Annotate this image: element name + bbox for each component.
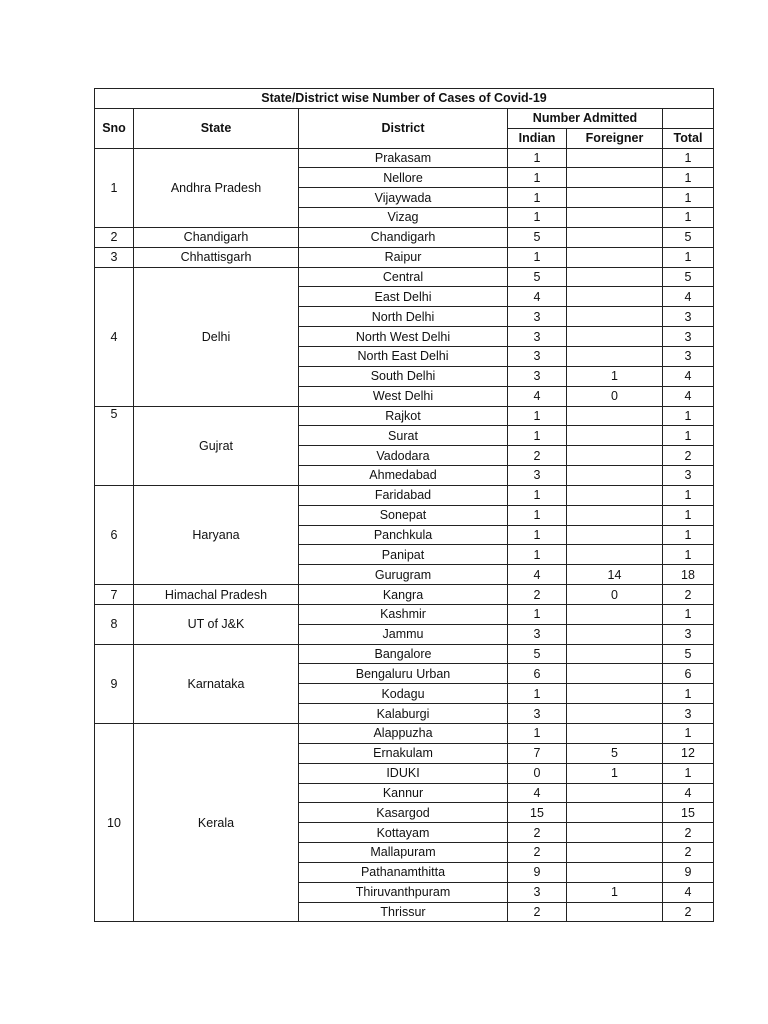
indian-count-cell: 3 [508, 366, 567, 386]
indian-count-cell: 1 [508, 485, 567, 505]
indian-count-cell: 0 [508, 763, 567, 783]
foreigner-count-cell: 14 [567, 565, 663, 585]
foreigner-count-cell [567, 327, 663, 347]
indian-count-cell: 6 [508, 664, 567, 684]
foreigner-count-cell: 1 [567, 366, 663, 386]
indian-count-cell: 1 [508, 406, 567, 426]
indian-count-cell: 1 [508, 604, 567, 624]
indian-count-cell: 7 [508, 743, 567, 763]
sno-cell: 7 [95, 585, 134, 605]
indian-count-cell: 3 [508, 307, 567, 327]
indian-count-cell: 4 [508, 386, 567, 406]
district-cell: Chandigarh [299, 227, 508, 247]
district-cell: Faridabad [299, 485, 508, 505]
table-row [95, 227, 714, 247]
foreigner-count-cell: 1 [567, 763, 663, 783]
foreigner-count-cell [567, 684, 663, 704]
total-count-cell: 1 [663, 763, 714, 783]
table-row [95, 644, 714, 664]
foreigner-count-cell [567, 843, 663, 863]
district-cell: Ernakulam [299, 743, 508, 763]
district-cell: Kangra [299, 585, 508, 605]
sno-cell: 9 [95, 644, 134, 723]
foreigner-count-cell [567, 485, 663, 505]
total-count-cell: 6 [663, 664, 714, 684]
district-cell: Surat [299, 426, 508, 446]
foreigner-count-cell [567, 664, 663, 684]
total-count-cell: 3 [663, 307, 714, 327]
district-cell: Alappuzha [299, 724, 508, 744]
district-cell: North Delhi [299, 307, 508, 327]
header-state: State [134, 108, 299, 148]
district-cell: Rajkot [299, 406, 508, 426]
total-count-cell: 1 [663, 485, 714, 505]
foreigner-count-cell [567, 426, 663, 446]
header-sno: Sno [95, 108, 134, 148]
district-cell: Mallapuram [299, 843, 508, 863]
indian-count-cell: 1 [508, 545, 567, 565]
foreigner-count-cell [567, 208, 663, 228]
foreigner-count-cell [567, 704, 663, 724]
foreigner-count-cell [567, 902, 663, 922]
total-count-cell: 5 [663, 227, 714, 247]
total-count-cell: 3 [663, 327, 714, 347]
district-cell: Kannur [299, 783, 508, 803]
district-cell: Prakasam [299, 148, 508, 168]
total-count-cell: 1 [663, 545, 714, 565]
total-count-cell: 2 [663, 823, 714, 843]
header-district: District [299, 108, 508, 148]
sno-cell: 10 [95, 724, 134, 922]
table-row [95, 485, 714, 505]
foreigner-count-cell [567, 346, 663, 366]
foreigner-count-cell [567, 466, 663, 486]
foreigner-count-cell [567, 862, 663, 882]
district-cell: Kodagu [299, 684, 508, 704]
table-row [95, 148, 714, 168]
district-cell: Sonepat [299, 505, 508, 525]
header-blank [663, 108, 714, 128]
total-count-cell: 1 [663, 426, 714, 446]
total-count-cell: 1 [663, 406, 714, 426]
indian-count-cell: 1 [508, 188, 567, 208]
indian-count-cell: 4 [508, 287, 567, 307]
foreigner-count-cell: 0 [567, 585, 663, 605]
district-cell: Bengaluru Urban [299, 664, 508, 684]
indian-count-cell: 4 [508, 783, 567, 803]
total-count-cell: 1 [663, 505, 714, 525]
indian-count-cell: 2 [508, 446, 567, 466]
foreigner-count-cell: 5 [567, 743, 663, 763]
foreigner-count-cell [567, 148, 663, 168]
header-indian: Indian [508, 128, 567, 148]
foreigner-count-cell [567, 644, 663, 664]
indian-count-cell: 1 [508, 525, 567, 545]
total-count-cell: 1 [663, 208, 714, 228]
indian-count-cell: 3 [508, 882, 567, 902]
total-count-cell: 1 [663, 247, 714, 267]
total-count-cell: 1 [663, 148, 714, 168]
district-cell: Panchkula [299, 525, 508, 545]
district-cell: Raipur [299, 247, 508, 267]
district-cell: Panipat [299, 545, 508, 565]
indian-count-cell: 3 [508, 346, 567, 366]
state-cell: Kerala [134, 724, 299, 922]
indian-count-cell: 3 [508, 624, 567, 644]
foreigner-count-cell [567, 188, 663, 208]
indian-count-cell: 4 [508, 565, 567, 585]
foreigner-count-cell [567, 168, 663, 188]
total-count-cell: 5 [663, 644, 714, 664]
indian-count-cell: 1 [508, 247, 567, 267]
foreigner-count-cell [567, 803, 663, 823]
indian-count-cell: 1 [508, 505, 567, 525]
district-cell: West Delhi [299, 386, 508, 406]
sno-cell: 8 [95, 604, 134, 644]
indian-count-cell: 5 [508, 644, 567, 664]
sno-cell: 4 [95, 267, 134, 406]
state-cell: Delhi [134, 267, 299, 406]
header-foreigner: Foreigner [567, 128, 663, 148]
foreigner-count-cell [567, 525, 663, 545]
total-count-cell: 4 [663, 366, 714, 386]
table-row [95, 267, 714, 287]
total-count-cell: 1 [663, 724, 714, 744]
total-count-cell: 4 [663, 882, 714, 902]
total-count-cell: 5 [663, 267, 714, 287]
total-count-cell: 15 [663, 803, 714, 823]
district-cell: Ahmedabad [299, 466, 508, 486]
district-cell: Jammu [299, 624, 508, 644]
state-cell: Andhra Pradesh [134, 148, 299, 227]
sno-cell: 6 [95, 485, 134, 584]
indian-count-cell: 3 [508, 704, 567, 724]
table-row [95, 247, 714, 267]
state-cell: Haryana [134, 485, 299, 584]
foreigner-count-cell: 0 [567, 386, 663, 406]
total-count-cell: 3 [663, 624, 714, 644]
total-count-cell: 2 [663, 843, 714, 863]
total-count-cell: 2 [663, 585, 714, 605]
state-cell: Chhattisgarh [134, 247, 299, 267]
district-cell: Kalaburgi [299, 704, 508, 724]
sno-cell: 2 [95, 227, 134, 247]
table-row [95, 724, 714, 744]
table-row [95, 604, 714, 624]
district-cell: North West Delhi [299, 327, 508, 347]
total-count-cell: 2 [663, 446, 714, 466]
district-cell: Vizag [299, 208, 508, 228]
total-count-cell: 4 [663, 386, 714, 406]
indian-count-cell: 2 [508, 585, 567, 605]
foreigner-count-cell [567, 227, 663, 247]
foreigner-count-cell [567, 724, 663, 744]
indian-count-cell: 1 [508, 168, 567, 188]
header-number-admitted: Number Admitted [508, 108, 663, 128]
district-cell: Bangalore [299, 644, 508, 664]
indian-count-cell: 2 [508, 823, 567, 843]
foreigner-count-cell [567, 446, 663, 466]
indian-count-cell: 1 [508, 148, 567, 168]
total-count-cell: 3 [663, 704, 714, 724]
foreigner-count-cell [567, 505, 663, 525]
district-cell: IDUKI [299, 763, 508, 783]
state-cell: Karnataka [134, 644, 299, 723]
covid-cases-table [94, 88, 714, 922]
indian-count-cell: 5 [508, 227, 567, 247]
foreigner-count-cell [567, 545, 663, 565]
state-cell: Gujrat [134, 406, 299, 485]
district-cell: South Delhi [299, 366, 508, 386]
district-cell: Thiruvanthpuram [299, 882, 508, 902]
indian-count-cell: 3 [508, 466, 567, 486]
district-cell: Kashmir [299, 604, 508, 624]
district-cell: Vadodara [299, 446, 508, 466]
total-count-cell: 1 [663, 684, 714, 704]
state-cell: Chandigarh [134, 227, 299, 247]
total-count-cell: 1 [663, 168, 714, 188]
total-count-cell: 1 [663, 188, 714, 208]
foreigner-count-cell [567, 287, 663, 307]
table-body [95, 148, 714, 922]
total-count-cell: 9 [663, 862, 714, 882]
foreigner-count-cell [567, 624, 663, 644]
foreigner-count-cell [567, 247, 663, 267]
total-count-cell: 1 [663, 604, 714, 624]
state-cell: UT of J&K [134, 604, 299, 644]
foreigner-count-cell [567, 783, 663, 803]
district-cell: Kasargod [299, 803, 508, 823]
sno-cell: 5 [95, 406, 134, 485]
total-count-cell: 18 [663, 565, 714, 585]
district-cell: Thrissur [299, 902, 508, 922]
foreigner-count-cell [567, 267, 663, 287]
total-count-cell: 4 [663, 287, 714, 307]
indian-count-cell: 1 [508, 426, 567, 446]
indian-count-cell: 3 [508, 327, 567, 347]
header-total: Total [663, 128, 714, 148]
district-cell: Pathanamthitta [299, 862, 508, 882]
foreigner-count-cell [567, 307, 663, 327]
foreigner-count-cell [567, 823, 663, 843]
indian-count-cell: 15 [508, 803, 567, 823]
indian-count-cell: 9 [508, 862, 567, 882]
indian-count-cell: 1 [508, 208, 567, 228]
district-cell: Kottayam [299, 823, 508, 843]
district-cell: Nellore [299, 168, 508, 188]
indian-count-cell: 1 [508, 724, 567, 744]
total-count-cell: 12 [663, 743, 714, 763]
state-cell: Himachal Pradesh [134, 585, 299, 605]
foreigner-count-cell [567, 406, 663, 426]
total-count-cell: 2 [663, 902, 714, 922]
district-cell: Vijaywada [299, 188, 508, 208]
district-cell: North East Delhi [299, 346, 508, 366]
table-row [95, 585, 714, 605]
foreigner-count-cell [567, 604, 663, 624]
indian-count-cell: 2 [508, 843, 567, 863]
indian-count-cell: 2 [508, 902, 567, 922]
district-cell: Gurugram [299, 565, 508, 585]
district-cell: Central [299, 267, 508, 287]
table-title: State/District wise Number of Cases of Covid-19 [95, 89, 714, 109]
sno-cell: 1 [95, 148, 134, 227]
table-row [95, 406, 714, 426]
total-count-cell: 1 [663, 525, 714, 545]
total-count-cell: 4 [663, 783, 714, 803]
district-cell: East Delhi [299, 287, 508, 307]
indian-count-cell: 1 [508, 684, 567, 704]
foreigner-count-cell: 1 [567, 882, 663, 902]
total-count-cell: 3 [663, 466, 714, 486]
indian-count-cell: 5 [508, 267, 567, 287]
sno-cell: 3 [95, 247, 134, 267]
total-count-cell: 3 [663, 346, 714, 366]
